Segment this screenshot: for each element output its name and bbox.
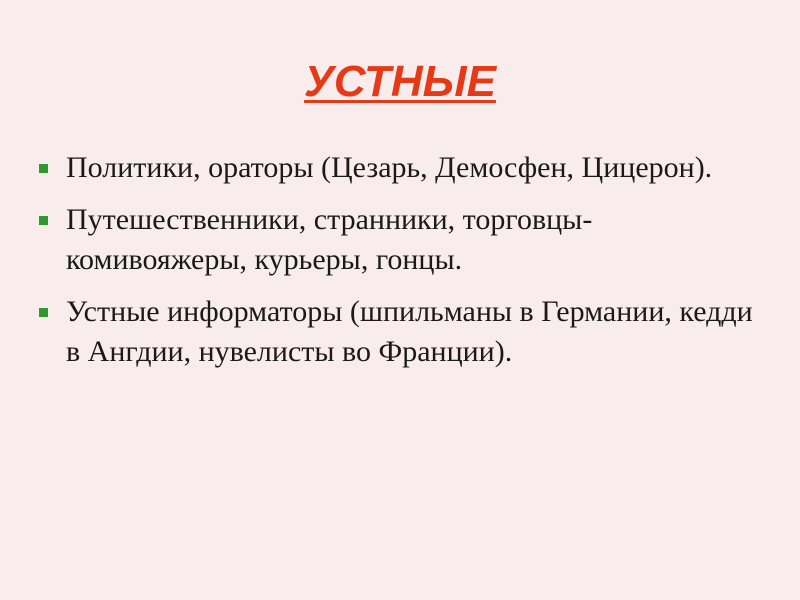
bullet-text: Путешественники, странники, торговцы-комивояжеры, курьеры, гонцы. xyxy=(66,203,593,276)
bullet-item xyxy=(38,200,758,280)
bullet-item xyxy=(38,292,758,372)
bullet-list xyxy=(38,148,758,384)
green-square-bullet-icon xyxy=(39,164,48,173)
slide-title: УСТНЫЕ xyxy=(304,57,496,106)
green-square-bullet-icon xyxy=(39,216,48,225)
bullet-text: Устные информаторы (шпильманы в Германии, кедди в Ангдии, нувелисты во Франции). xyxy=(66,295,753,368)
bullet-item xyxy=(38,148,758,188)
green-square-bullet-icon xyxy=(39,308,48,317)
bullet-text: Политики, ораторы (Цезарь, Демосфен, Цицерон). xyxy=(66,151,713,184)
